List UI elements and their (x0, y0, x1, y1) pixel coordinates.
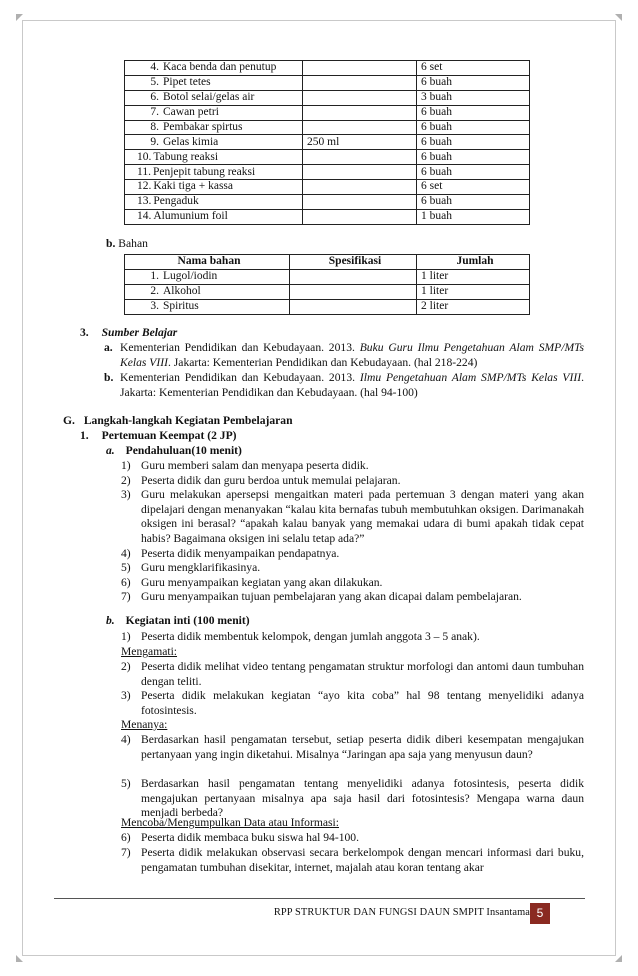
bahan-table (124, 254, 530, 315)
menanya-label: Menanya: (121, 718, 168, 731)
bahan-name: 2. Alkohol (125, 284, 290, 299)
alat_table-name: 7. Cawan petri (125, 105, 303, 120)
alat_table-spec (303, 61, 417, 76)
pendahuluan-title: Pendahuluan(10 menit) (125, 444, 242, 457)
bahan-heading (106, 237, 148, 252)
alat_table-row (125, 75, 530, 90)
alat_table-name: 12. Kaki tiga + kassa (125, 180, 303, 195)
alat_table-spec: 250 ml (303, 135, 417, 150)
alat_table-spec (303, 150, 417, 165)
inti-title: Kegiatan inti (100 menit) (125, 614, 250, 627)
list-item: 2) Peserta didik dan guru berdoa untuk memulai pelajaran. (121, 473, 401, 487)
list-item: 6) Peserta didik membaca buku siswa hal 94-100. (121, 831, 359, 844)
alat_table-row (125, 61, 530, 76)
header-nama-bahan: Nama bahan (125, 255, 290, 270)
alat_table-spec (303, 120, 417, 135)
alat_table-name: 13. Pengaduk (125, 195, 303, 210)
header-jumlah: Jumlah (417, 255, 530, 270)
langkah-title: Langkah-langkah Kegiatan Pembelajaran (83, 414, 293, 427)
alat_table-qty: 6 buah (417, 165, 530, 180)
alat_table-spec (303, 75, 417, 90)
header-spesifikasi: Spesifikasi (290, 255, 417, 270)
alat_table-row (125, 150, 530, 165)
list-item: 1) Peserta didik membentuk kelompok, dengan jumlah anggota 3 – 5 anak). (121, 630, 480, 643)
alat_table-name: 14. Alumunium foil (125, 209, 303, 224)
bahan-spec (290, 284, 417, 299)
pertemuan-title: Pertemuan Keempat (2 JP) (101, 429, 237, 442)
list-item: 5) Guru mengklarifikasinya. (121, 561, 261, 575)
sumber-heading (80, 326, 177, 341)
alat_table-name: 6. Botol selai/gelas air (125, 90, 303, 105)
langkah-heading: G. Langkah-langkah Kegiatan Pembelajaran (63, 414, 293, 427)
alat_table-row (125, 90, 530, 105)
list-item: 4) Berdasarkan hasil pengamatan tersebut, setiap peserta didik diberi kesempatan mengajukan pertanyaan yang ingin diketahui. Misalnya “Jaringan apa saja yang menyusun daun? (121, 733, 584, 761)
pendahuluan-heading: a. Pendahuluan(10 menit) (106, 444, 242, 457)
alat_table-qty: 6 buah (417, 150, 530, 165)
alat_table-name: 8. Pembakar spirtus (125, 120, 303, 135)
bahan-qty: 2 liter (417, 299, 530, 314)
alat_table-qty: 6 buah (417, 195, 530, 210)
bahan-name: 1. Lugol/iodin (125, 269, 290, 284)
alat-table (124, 60, 530, 225)
alat_table-spec (303, 165, 417, 180)
corner-ornament-bottom-right (615, 955, 622, 962)
corner-ornament-top-right (615, 14, 622, 21)
list-item: 7) Guru menyampaikan tujuan pembelajaran yang akan dicapai dalam pembelajaran. (121, 590, 522, 604)
alat_table-spec (303, 195, 417, 210)
bahan-row (125, 284, 530, 299)
mencoba-label: Mencoba/Mengumpulkan Data atau Informasi: (121, 816, 339, 829)
alat_table-qty: 6 buah (417, 105, 530, 120)
mengamati-label: Mengamati: (121, 645, 178, 658)
alat_table-row (125, 195, 530, 210)
list-item: 4) Peserta didik menyampaikan pendapatnya. (121, 546, 340, 560)
corner-ornament-bottom-left (16, 955, 23, 962)
alat_table-row (125, 135, 530, 150)
pertemuan-heading: 1. Pertemuan Keempat (2 JP) (80, 429, 237, 442)
bahan-row (125, 299, 530, 314)
sumber-title: Sumber Belajar (101, 326, 178, 339)
page-number: 5 (530, 903, 550, 924)
bahan-row (125, 269, 530, 284)
bahan-name: 3. Spiritus (125, 299, 290, 314)
sumber-number: 3. (80, 326, 89, 339)
list-item: 3) Peserta didik melakukan kegiatan “ayo kita coba” hal 98 tentang menyelidiki adanya fotosintesis. (121, 689, 584, 717)
alat_table-row (125, 105, 530, 120)
bahan-qty: 1 liter (417, 269, 530, 284)
alat_table-row (125, 120, 530, 135)
corner-ornament-top-left (16, 14, 23, 21)
list-item: 5) Berdasarkan hasil pengamatan tentang menyelidiki adanya fotosintesis, peserta didik mengajukan pertanyaan misalnya apa saja hasil dari fotosintesis? Mengapa warna daun menjadi berbeda? (121, 777, 584, 820)
sumber-a-marker: a. (104, 341, 113, 354)
alat_table-spec (303, 180, 417, 195)
alat_table-qty: 6 buah (417, 75, 530, 90)
bahan-marker: b. (106, 237, 116, 250)
alat_table-qty: 6 set (417, 180, 530, 195)
alat_table-name: 11. Penjepit tabung reaksi (125, 165, 303, 180)
footer-divider (54, 898, 585, 899)
list-item: 1) Guru memberi salam dan menyapa peserta didik. (121, 459, 369, 472)
sumber-a: a. Kementerian Pendidikan dan Kebudayaan. 2013. Buku Guru Ilmu Pengetahuan Alam SMP/MTs Kelas VIII. Jakarta: Kementerian Pendidikan dan Kebudayaan. (hal 218-224) (104, 341, 585, 369)
list-item: 2) Peserta didik melihat video tentang pengamatan struktur morfologi dan antomi daun tumbuhan dengan teliti. (121, 660, 584, 688)
alat_table-row (125, 165, 530, 180)
alat_table-qty: 6 buah (417, 135, 530, 150)
list-item: 6) Guru menyampaikan kegiatan yang akan dilakukan. (121, 575, 383, 589)
alat_table-row (125, 180, 530, 195)
bahan-header-row (125, 255, 530, 270)
footer-text: RPP STRUKTUR DAN FUNGSI DAUN SMPIT Insantama (273, 907, 530, 918)
alat_table-row (125, 209, 530, 224)
alat_table-spec (303, 209, 417, 224)
alat_table-name: 5. Pipet tetes (125, 75, 303, 90)
alat_table-qty: 6 set (417, 61, 530, 76)
sumber-b-marker: b. (104, 371, 114, 384)
bahan-spec (290, 269, 417, 284)
bahan-spec (290, 299, 417, 314)
alat_table-name: 9. Gelas kimia (125, 135, 303, 150)
alat_table-spec (303, 105, 417, 120)
sumber-b: b. Kementerian Pendidikan dan Kebudayaan. 2013. Ilmu Pengetahuan Alam SMP/MTs Kelas VIII. Jakarta: Kementerian Pendidikan dan Kebudayaan. (hal 94-100) (104, 371, 585, 399)
alat_table-spec (303, 90, 417, 105)
bahan-qty: 1 liter (417, 284, 530, 299)
alat_table-qty: 6 buah (417, 120, 530, 135)
alat_table-qty: 3 buah (417, 90, 530, 105)
alat_table-qty: 1 buah (417, 209, 530, 224)
alat_table-name: 10. Tabung reaksi (125, 150, 303, 165)
alat_table-name: 4. Kaca benda dan penutup (125, 61, 303, 76)
inti-heading: b. Kegiatan inti (100 menit) (106, 614, 250, 627)
list-item: 7) Peserta didik melakukan observasi secara berkelompok dengan mencari informasi dari buku, pengamatan tumbuhan disekitar, internet, majalah atau koran tentang akar (121, 846, 584, 874)
list-item: 3) Guru melakukan apersepsi mengaitkan materi pada pertemuan 3 dengan materi yang akan dipelajari dengan menanyakan “kalau kita bernafas tubuh membutuhkan oksigen. Darimanakah oksigen ini berasal? “apakah kalau banyak yang memakai udara di bumi apakah tidak cepat habis? Bagaimana oksigen ini selalu tetap ada?” (121, 488, 584, 545)
bahan-title: Bahan (118, 237, 148, 250)
